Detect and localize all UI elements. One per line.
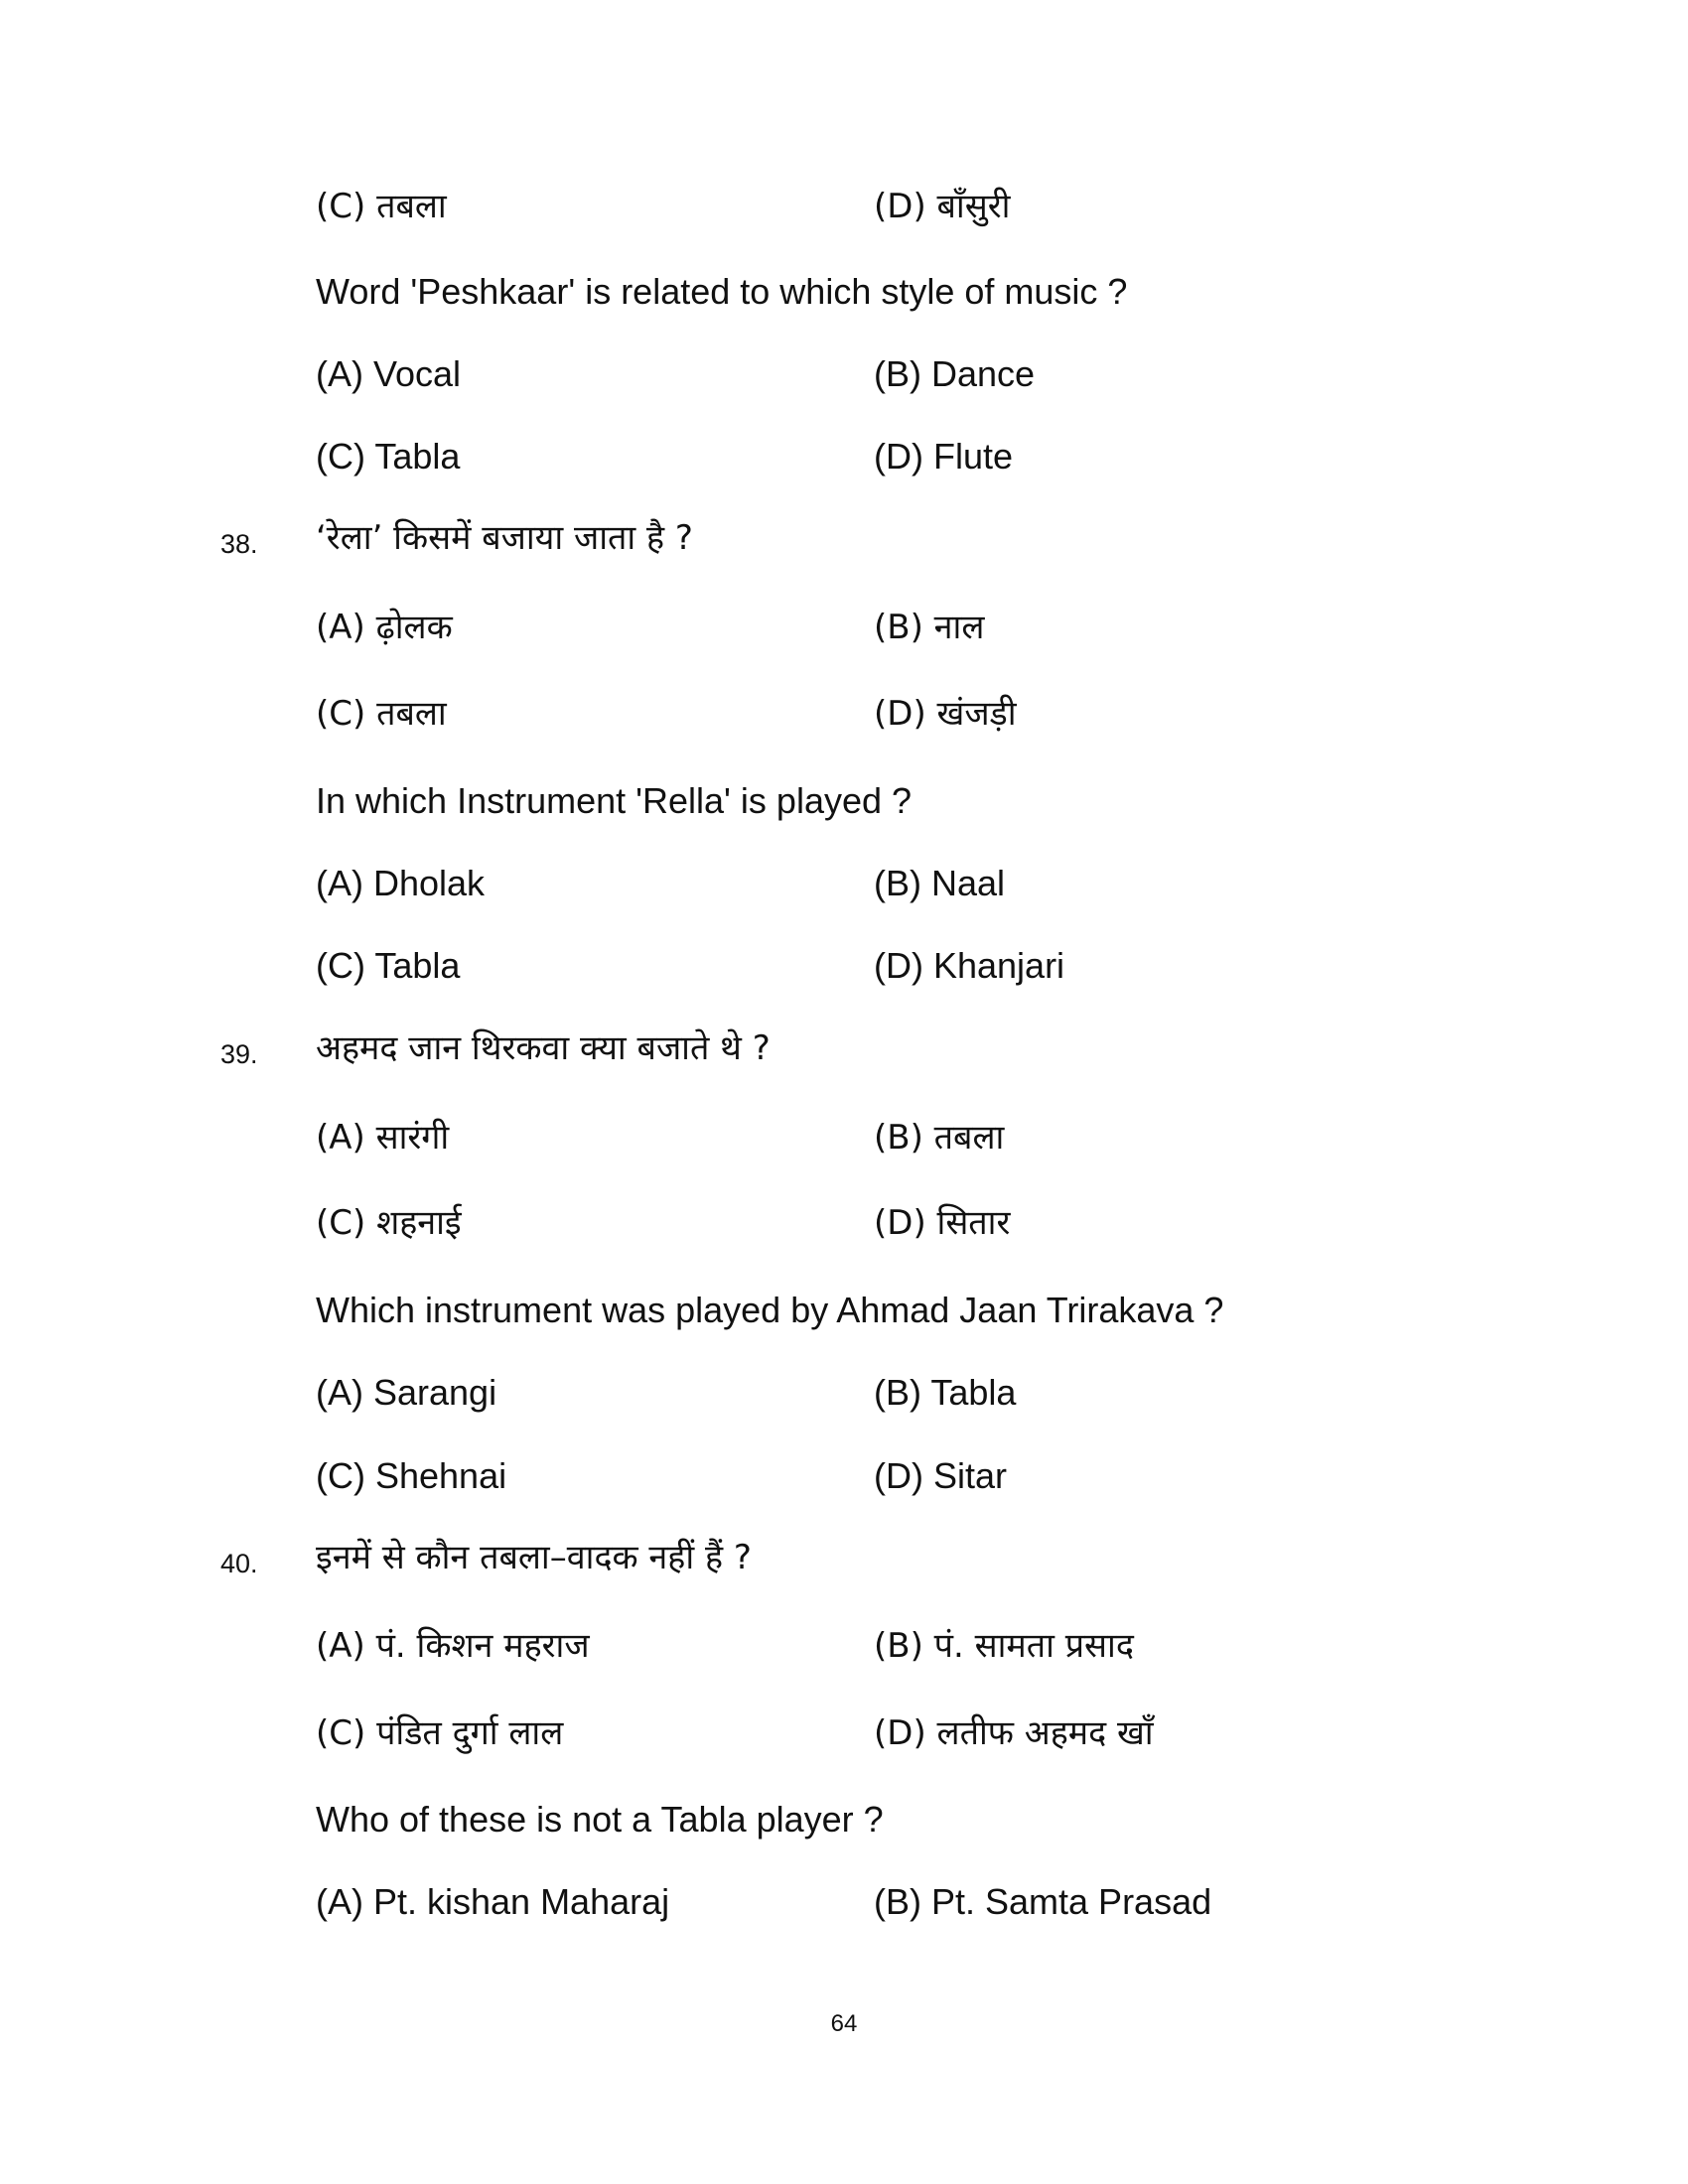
page-number: 64 <box>830 2010 858 2037</box>
q40-hi-option-c: (C) पंडित दुर्गा लाल <box>316 1713 564 1753</box>
q38-hi-question: ‘रेला’ किसमें बजाया जाता है ? <box>316 518 693 558</box>
q40-hi-question: इनमें से कौन तबला–वादक नहीं हैं ? <box>316 1538 752 1577</box>
q38-en-option-a: (A) Dholak <box>316 863 486 903</box>
q37-en-option-b: (B) Dance <box>874 353 1036 394</box>
q40-number: 40. <box>220 1549 258 1578</box>
q38-hi-option-a: (A) ढ़ोलक <box>316 608 453 647</box>
q39-en-option-c: (C) Shehnai <box>316 1455 507 1496</box>
q39-number: 39. <box>220 1039 258 1069</box>
q39-en-option-b: (B) Tabla <box>874 1372 1017 1413</box>
q37-hi-option-c: (C) तबला <box>316 187 447 226</box>
q38-en-option-d: (D) Khanjari <box>874 945 1065 986</box>
q39-hi-option-c: (C) शहनाई <box>316 1203 462 1243</box>
q37-en-option-a: (A) Vocal <box>316 353 462 394</box>
q38-hi-option-d: (D) खंजड़ी <box>874 694 1017 734</box>
q40-hi-option-a: (A) पं. किशन महराज <box>316 1626 590 1666</box>
q40-en-option-a: (A) Pt. kishan Maharaj <box>316 1881 670 1922</box>
q38-number: 38. <box>220 529 258 559</box>
q37-hi-option-d: (D) बाँसुरी <box>874 187 1011 226</box>
q39-hi-option-d: (D) सितार <box>874 1203 1011 1243</box>
q40-en-option-b: (B) Pt. Samta Prasad <box>874 1881 1212 1922</box>
q40-hi-option-b: (B) पं. सामता प्रसाद <box>874 1626 1134 1666</box>
q40-hi-option-d: (D) लतीफ अहमद खाँ <box>874 1713 1154 1753</box>
q40-en-question: Who of these is not a Tabla player ? <box>316 1799 884 1840</box>
q39-en-question: Which instrument was played by Ahmad Jaan Trirakava ? <box>316 1290 1224 1330</box>
q37-en-option-d: (D) Flute <box>874 436 1014 477</box>
q39-hi-option-b: (B) तबला <box>874 1118 1005 1158</box>
q38-en-option-c: (C) Tabla <box>316 945 461 986</box>
q37-en-option-c: (C) Tabla <box>316 436 461 477</box>
q38-en-question: In which Instrument 'Rella' is played ? <box>316 780 913 821</box>
q38-en-option-b: (B) Naal <box>874 863 1006 903</box>
q37-en-question: Word 'Peshkaar' is related to which style of music ? <box>316 271 1128 312</box>
q38-hi-option-b: (B) नाल <box>874 608 985 647</box>
q38-hi-option-c: (C) तबला <box>316 694 447 734</box>
q39-hi-question: अहमद जान थिरकवा क्या बजाते थे ? <box>316 1028 771 1068</box>
q39-en-option-d: (D) Sitar <box>874 1455 1007 1496</box>
q39-hi-option-a: (A) सारंगी <box>316 1118 450 1158</box>
q39-en-option-a: (A) Sarangi <box>316 1372 497 1413</box>
